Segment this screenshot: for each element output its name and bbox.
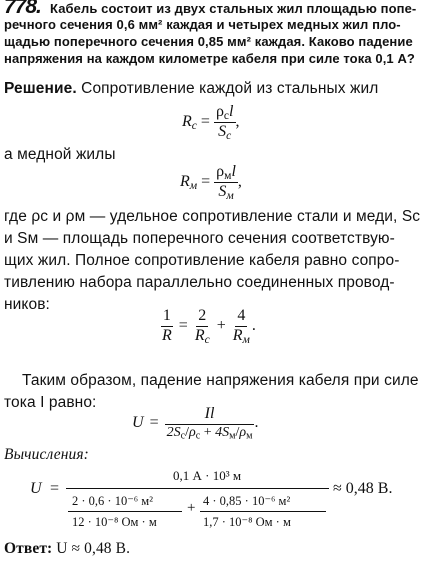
voltage-fraction: $\frac{Il}{2S_с/\rho_с + 4S_м/\rho_м}$	[166, 405, 253, 442]
para1-line-2: и Sм — площадь поперечного сечения соответствую-	[4, 230, 395, 247]
parallel-term2: $\frac{4}{R_м}$	[232, 307, 250, 346]
calc-plus: +	[187, 500, 196, 516]
copper-lhs: $R_м$	[180, 173, 198, 193]
para1-line-5: ников:	[4, 296, 50, 313]
para2-line-1: Таким образом, падение напряжения кабеля при силе	[22, 372, 419, 389]
formula-voltage: U = $\frac{Il}{2S_с/\rho_с + 4S_м/\rho_м}$ .	[132, 405, 259, 442]
formula-copper: $R_м$ = $\frac{\rho_мl}{S_м}$ ,	[180, 163, 242, 202]
problem-line-3: щадью поперечного сечения 0,85 мм² каждая. Каково падение	[4, 34, 413, 49]
problem-line-4: напряжения на каждом километре кабеля при силе тока 0,1 А?	[4, 51, 415, 66]
parallel-lhs-fraction: $\frac{1}{R}$	[162, 307, 172, 344]
solution-label: Решение.	[4, 80, 77, 97]
answer-line	[4, 540, 130, 558]
problem-number: 778.	[4, 0, 41, 18]
calc-result: ≈ 0,48 В.	[333, 480, 393, 497]
calc-term2-den: 1,7 · 10⁻⁸ Ом · м	[203, 515, 291, 529]
calc-term1-den: 12 · 10⁻⁸ Ом · м	[72, 515, 157, 529]
calc-term1-num: 2 · 0,6 · 10⁻⁶ м²	[72, 494, 153, 508]
solution-intro-line	[4, 80, 378, 98]
calc-main-bar	[66, 488, 329, 489]
formula-parallel: $\frac{1}{R}$ = $\frac{2}{R_с}$ + $\frac{4}{R_м}$ .	[162, 307, 256, 346]
copper-text: а медной жилы	[4, 146, 116, 163]
para2-line-2: тока I равно:	[4, 394, 97, 411]
para1-line-3: щих жил. Полное сопротивление кабеля равно сопро-	[4, 252, 400, 269]
answer-value: U ≈ 0,48 В.	[56, 540, 131, 557]
formula-steel: $R_с$ = $\frac{\rho_сl}{S_с}$ ,	[182, 103, 240, 142]
calc-lhs: U	[30, 480, 42, 497]
calc-term2-bar	[200, 511, 326, 512]
answer-label: Ответ:	[4, 540, 53, 557]
calc-label: Вычисления:	[4, 446, 89, 463]
calc-term1-bar	[68, 511, 182, 512]
calc-numerator: 0,1 А · 10³ м	[173, 468, 242, 483]
copper-fraction: $\frac{\rho_мl}{S_м}$	[216, 163, 236, 202]
problem-line-2: речного сечения 0,6 мм² каждая и четырех медных жил пло-	[4, 17, 401, 32]
para1-line-1: где ρс и ρм — удельное сопротивление стали и меди, Sс	[4, 208, 421, 225]
parallel-term1: $\frac{2}{R_с}$	[194, 307, 210, 346]
calc-term2-num: 4 · 0,85 · 10⁻⁶ м²	[203, 494, 291, 508]
para1-line-4: тивлению набора параллельно соединенных провод-	[4, 274, 395, 291]
steel-fraction: $\frac{\rho_сl}{S_с}$	[215, 103, 234, 142]
calc-equals: =	[50, 480, 60, 497]
steel-lhs: $R_с$	[182, 113, 197, 133]
solution-intro: Сопротивление каждой из стальных жил	[81, 80, 379, 97]
problem-line-1: Кабель состоит из двух стальных жил площадью попе-	[50, 1, 417, 16]
